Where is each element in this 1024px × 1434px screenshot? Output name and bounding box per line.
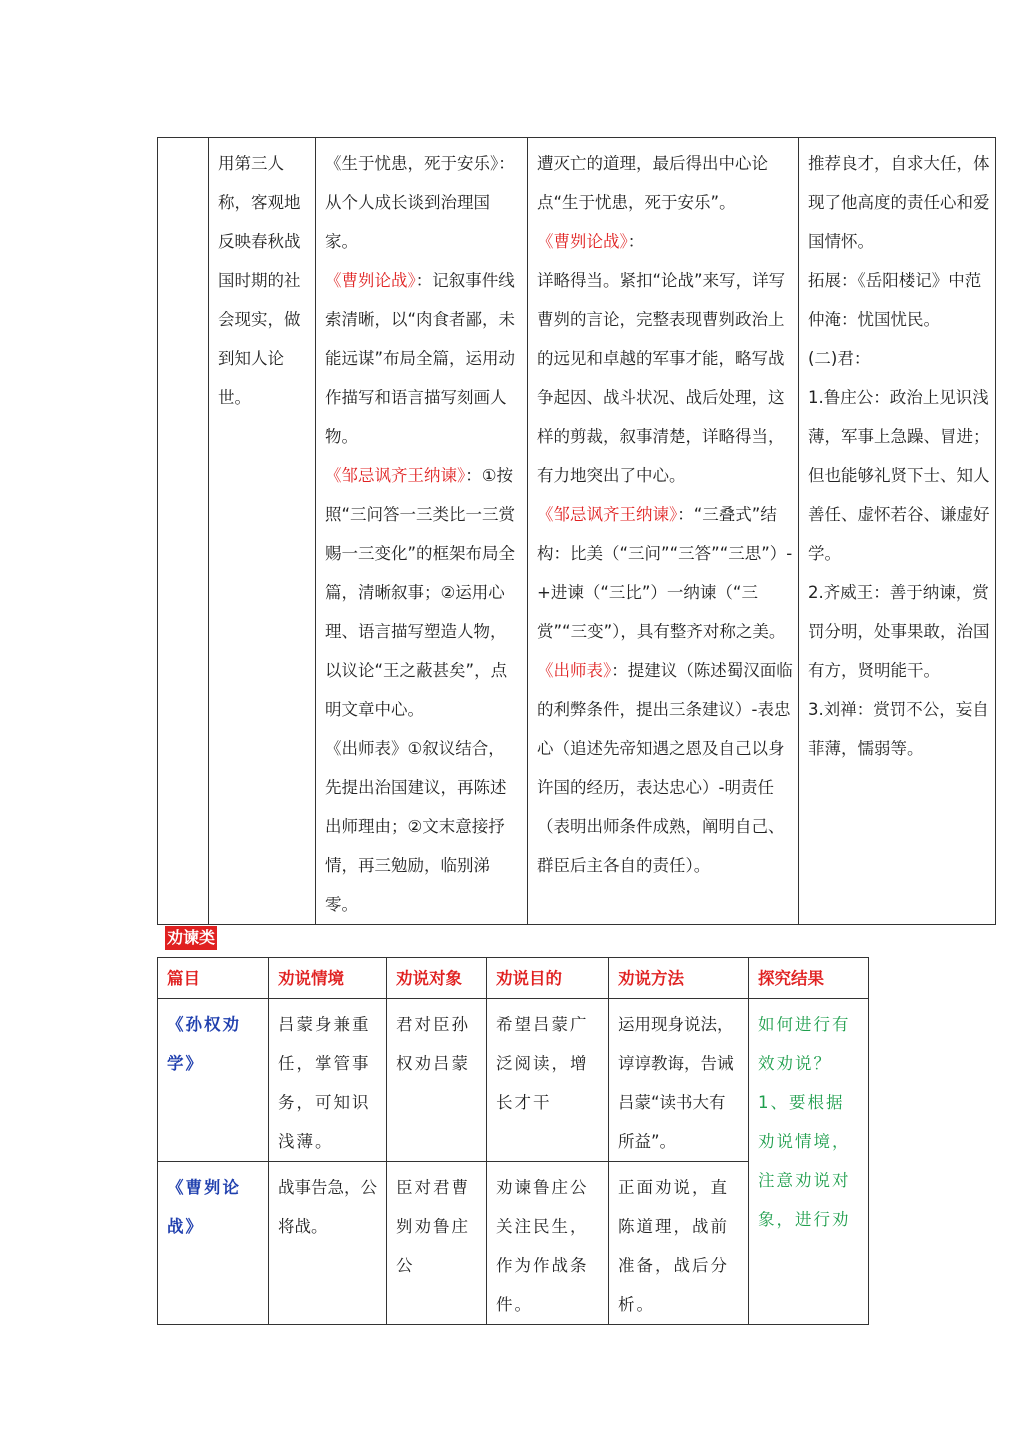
cell-paragraph: 1.鲁庄公：政治上见识浅薄，军事上急躁、冒进；但也能够礼贤下士、知人善任、虚怀若谷、谦虚好学。 xyxy=(808,388,990,563)
paragraph-text: 详略得当。紧扣“论战”来写，详写曹刿的言论，完整表现曹刿政治上的远见和卓越的军事才能，略写战争起因、战斗状况、战后处理，这样的剪裁，叙事清楚，详略得当，有力地突出了中心。 xyxy=(537,271,786,485)
persuasion-table xyxy=(157,957,869,1325)
cell-paragraph xyxy=(325,144,521,261)
article-title-highlight: 《出师表》 xyxy=(537,661,612,680)
cell-paragraph: 3.刘禅：赏罚不公，妄自菲薄，懦弱等。 xyxy=(808,700,989,758)
column-header: 劝说方法 xyxy=(609,958,749,999)
inquiry-result: 如何进行有效劝说？1、要根据劝说情境，注意劝说对象，进行劝 xyxy=(749,999,869,1325)
persuasion-target: 君对臣孙权劝吕蒙 xyxy=(387,999,487,1162)
cell-paragraph: 拓展：《岳阳楼记》中范仲淹：忧国忧民。 xyxy=(808,271,982,329)
persuasion-purpose: 劝谏鲁庄公关注民生，作为作战条件。 xyxy=(487,1162,609,1325)
paragraph-text: ： xyxy=(627,232,645,251)
column-header: 劝说情境 xyxy=(269,958,387,999)
cell-paragraph xyxy=(537,144,794,222)
analysis-table xyxy=(157,137,996,925)
persuasion-purpose: 希望吕蒙广泛阅读，增长才干 xyxy=(487,999,609,1162)
paragraph-text: ：提建议（陈述蜀汉面临的利弊条件，提出三条建议）-表忠心（追述先帝知遇之恩及自己以身许国的经历，表达忠心）-明责任（表明出师条件成熟，阐明自己、群臣后主各自的责任）。 xyxy=(537,661,793,875)
paragraph-text: ：“三叠式”结构：比美（“三问”“三答”“三思”）-+进谏（“三比”）一纳谏（“三赏”“三变”），具有整齐对称之美。 xyxy=(537,505,793,641)
paragraph-text: ：记叙事件线索清晰，以“肉食者鄙，未能远谋”布局全篇，运用动作描写和语言描写刻画人物。 xyxy=(325,271,516,446)
character-analysis-cell xyxy=(799,138,996,925)
cell-paragraph: 推荐良才，自求大任，体现了他高度的责任心和爱国情怀。 xyxy=(808,154,990,251)
cell-text: 用第三人称，客观地反映春秋战国时期的社会现实，做到知人论世。 xyxy=(218,154,301,407)
writing-technique-cell xyxy=(316,138,528,925)
paragraph-text: ：①按照“三问答一三类比一三赏赐一三变化”的框架布局全篇，清晰叙事；②运用心理、语言描写塑造人物，以议论“王之蔽甚矣”，点明文章中心。 xyxy=(325,466,516,719)
persuasion-method: 运用现身说法，谆谆教诲，告诫吕蒙“读书大有所益”。 xyxy=(609,999,749,1162)
article-title: 《孙权劝学》 xyxy=(158,999,269,1162)
persuasion-situation: 吕蒙身兼重任，掌管事务，可知识浅薄。 xyxy=(269,999,387,1162)
cell-paragraph xyxy=(325,456,521,729)
column-header: 劝说目的 xyxy=(487,958,609,999)
table-row xyxy=(158,999,869,1162)
structure-cell xyxy=(528,138,799,925)
paragraph-group xyxy=(537,144,794,885)
cell-paragraph: (二)君： xyxy=(808,349,871,368)
column-header: 探究结果 xyxy=(749,958,869,999)
cell-paragraph xyxy=(325,261,521,456)
article-title-highlight: 《曹刿论战》 xyxy=(325,271,416,290)
cell-paragraph xyxy=(537,222,794,261)
cell-paragraph xyxy=(537,261,794,495)
header-row xyxy=(158,958,869,999)
column-header: 劝说对象 xyxy=(387,958,487,999)
cell-paragraph xyxy=(537,651,794,885)
column-header: 篇目 xyxy=(158,958,269,999)
narrative-perspective-cell xyxy=(209,138,316,925)
persuasion-target: 臣对君曹刿劝鲁庄公 xyxy=(387,1162,487,1325)
cell-paragraph: 2.齐威王：善于纳谏，赏罚分明，处事果敢，治国有方，贤明能干。 xyxy=(808,583,990,680)
paragraph-group xyxy=(325,144,521,924)
cell-paragraph xyxy=(325,729,521,924)
paragraph-text: 《生于忧患，死于安乐》：从个人成长谈到治理国家。 xyxy=(325,154,515,251)
empty-cell xyxy=(158,138,209,925)
persuasion-situation: 战事告急，公将战。 xyxy=(269,1162,387,1325)
persuasion-method: 正面劝说，直陈道理，战前准备，战后分析。 xyxy=(609,1162,749,1325)
article-title-highlight: 《曹刿论战》 xyxy=(537,232,628,251)
paragraph-text: 《出师表》①叙议结合，先提出治国建议，再陈述出师理由；②文末意接抒情，再三勉励，临别涕零。 xyxy=(325,739,507,914)
table-row xyxy=(158,138,996,925)
paragraph-text: 遭灭亡的道理，最后得出中心论点“生于忧患，死于安乐”。 xyxy=(537,154,768,212)
article-title-highlight: 《邹忌讽齐王纳谏》 xyxy=(325,466,466,485)
article-title-highlight: 《邹忌讽齐王纳谏》 xyxy=(537,505,678,524)
section-label: 劝谏类 xyxy=(165,926,217,950)
cell-paragraph xyxy=(537,495,794,651)
article-title: 《曹刿论战》 xyxy=(158,1162,269,1325)
